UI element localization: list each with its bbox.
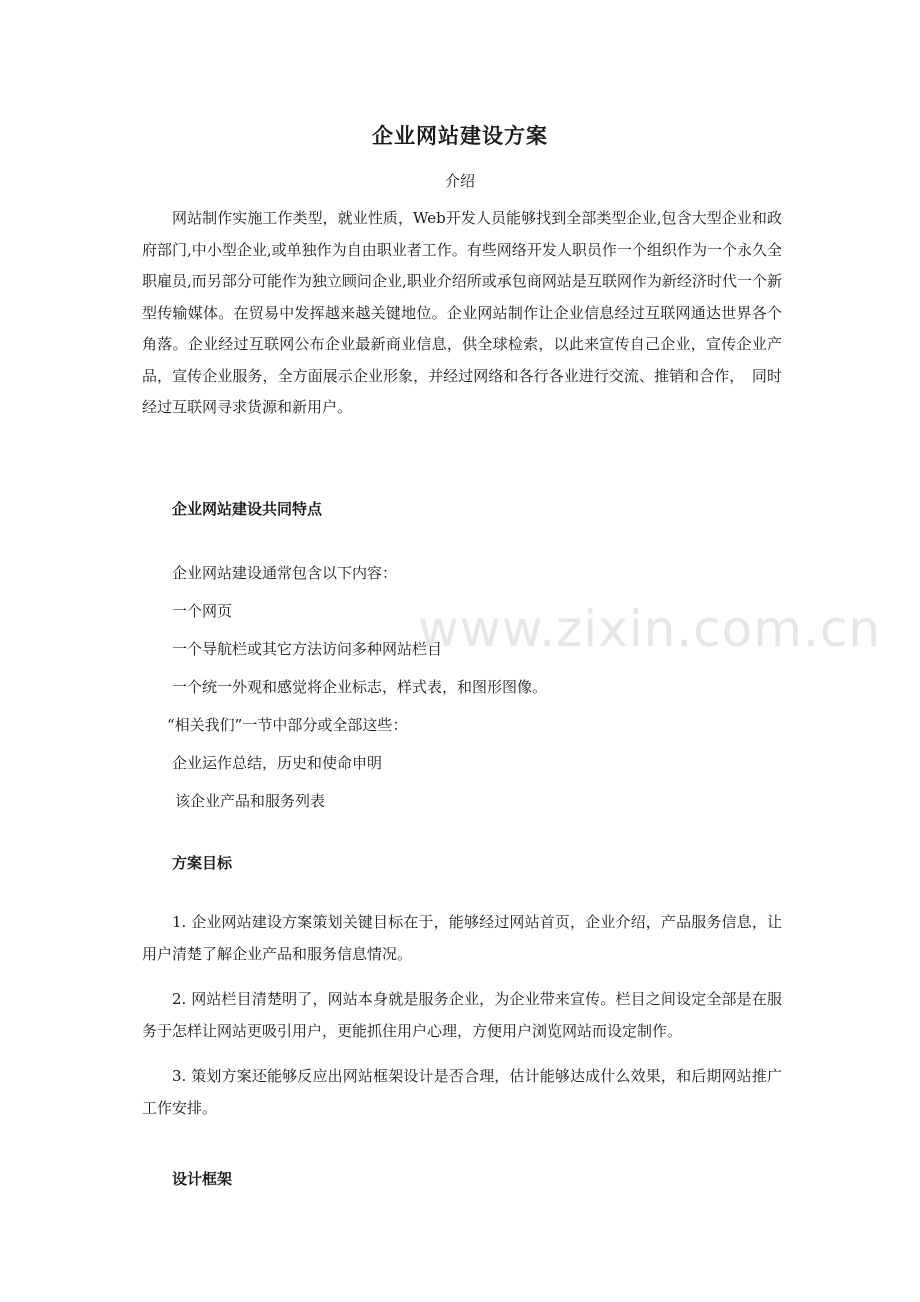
goal-paragraph-1: 1. 企业网站建设方案策划关键目标在于，能够经过网站首页，企业介绍，产品服务信息，让用户清楚了解企业产品和服务信息情况。 xyxy=(142,913,782,963)
section-heading-features: 企业网站建设共同特点 xyxy=(172,500,323,518)
list-item: 企业运作总结，历史和使命申明 xyxy=(172,754,383,772)
features-lead: 企业网站建设通常包含以下内容： xyxy=(172,564,398,582)
watermark: www.zixin.com.cn xyxy=(418,600,882,658)
list-item: 一个统一外观和感觉将企业标志，样式表，和图形图像。 xyxy=(172,678,548,696)
list-item: “相关我们”一节中部分或全部这些： xyxy=(167,716,408,734)
list-item: 一个网页 xyxy=(172,602,233,620)
section-heading-goals: 方案目标 xyxy=(172,854,233,872)
goal-paragraph-3: 3. 策划方案还能够反应出网站框架设计是否合理，估计能够达成什么效果，和后期网站推广工作安排。 xyxy=(142,1067,782,1117)
document-title: 企业网站建设方案 xyxy=(372,123,548,148)
document-subtitle: 介绍 xyxy=(444,172,475,190)
section-heading-framework: 设计框架 xyxy=(172,1170,233,1188)
intro-paragraph: 网站制作实施工作类型，就业性质，Web开发人员能够找到全部类型企业,包含大型企业和政府部门,中小型企业,或单独作为自由职业者工作。有些网络开发人职员作一个组织作为一个永久全职雇员,而另部分可能作为独立顾问企业,职业介绍所或承包商网站是互联网作为新经济时代一个新型传输媒体。在贸易中发挥越来越关键地位。企业网站制作让企业信息经过互联网通达世界各个角落。企业经过互联网公布企业最新商业信息，供全球检索，以此来宣传自己企业，宣传企业产品，宣传企业服务，全方面展示企业形象，并经过网络和各行各业进行交流、推销和合作， 同时经过互联网寻求货源和新用户。 xyxy=(142,209,782,416)
list-item: 一个导航栏或其它方法访问多种网站栏目 xyxy=(172,640,443,658)
goal-paragraph-2: 2. 网站栏目清楚明了，网站本身就是服务企业，为企业带来宣传。栏目之间设定全部是在服务于怎样让网站更吸引用户，更能抓住用户心理，方便用户浏览网站而设定制作。 xyxy=(142,990,782,1040)
list-item: 该企业产品和服务列表 xyxy=(175,792,326,810)
